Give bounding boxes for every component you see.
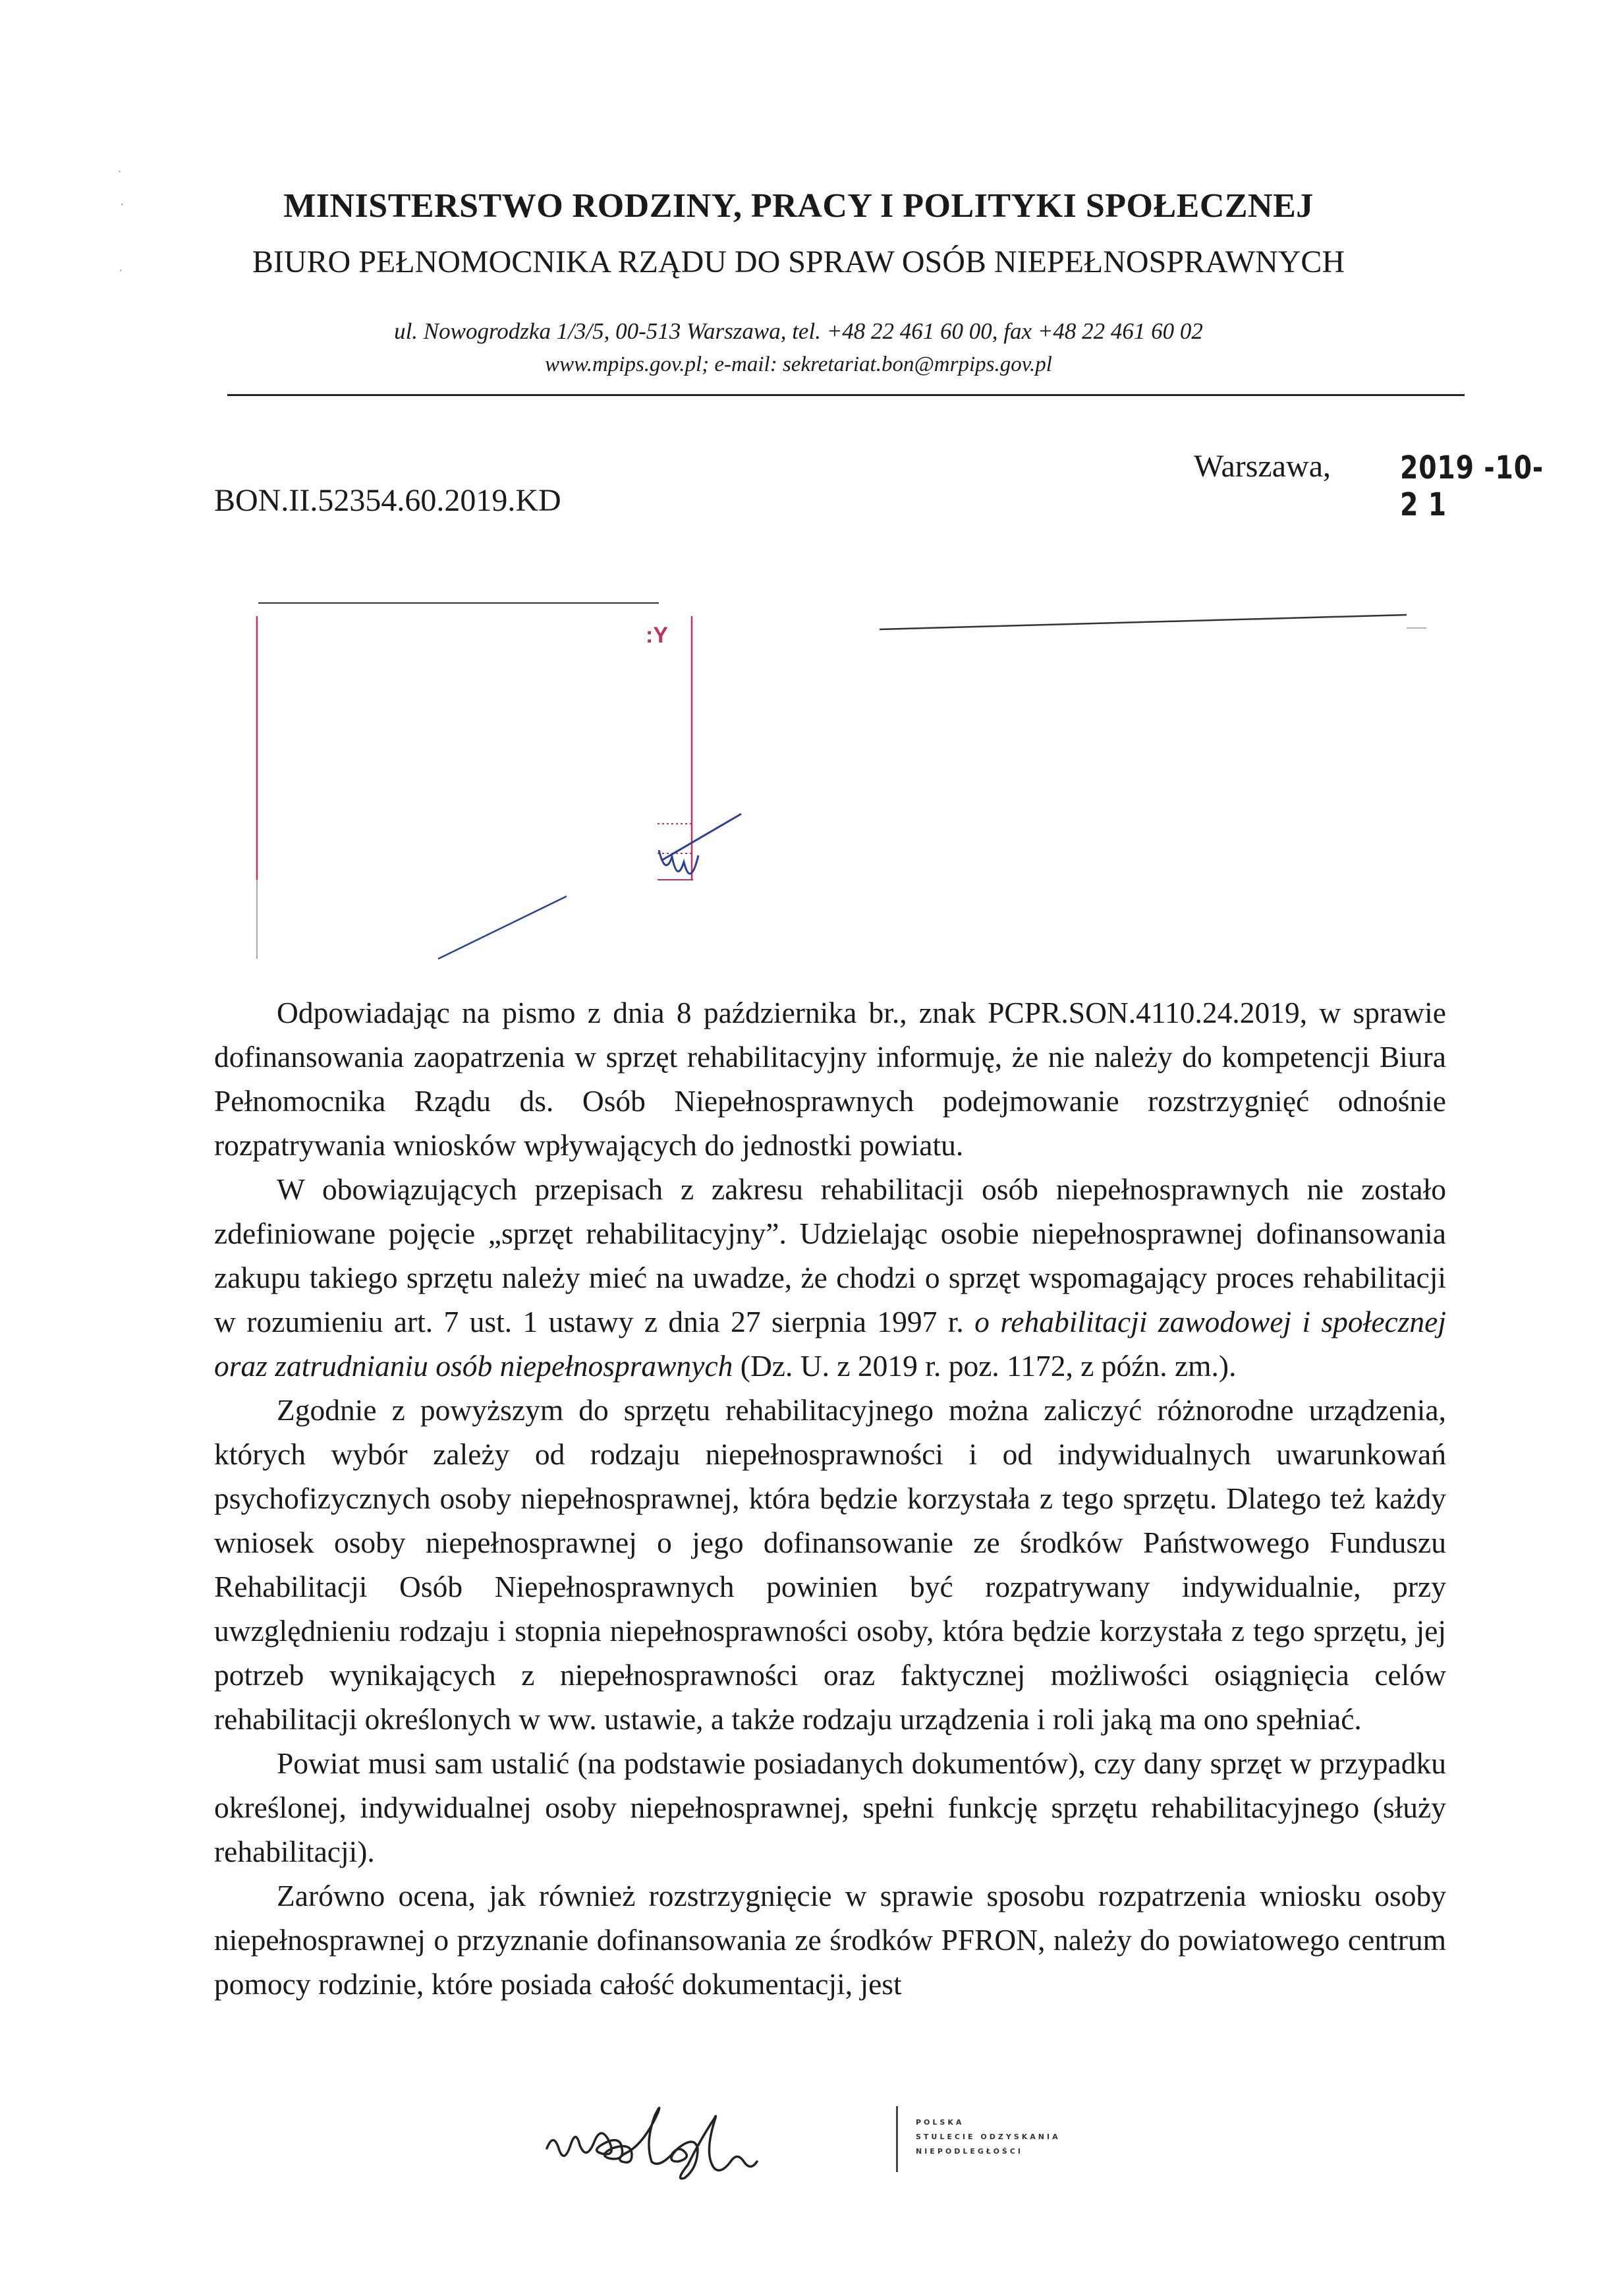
place-of-issue: Warszawa, (1194, 449, 1331, 484)
stamp-fragment-text: :Y (646, 623, 668, 648)
handwritten-initials (659, 814, 741, 874)
paragraph-2 (214, 1167, 1446, 1388)
paragraph-1: Odpowiadając na pismo z dnia 8 października br., znak PCPR.SON.4110.24.2019, w sprawie dofinansowania zaopatrzenia w sprzęt rehabilitacyjny informuję, że nie należy do kompetencji Biura Pełnomocnika Rządu ds. Osób Niepełnosprawnych podejmowanie rozstrzygnięć odnośnie rozpatrywania wniosków wpływających do jednostki powiatu. (214, 996, 1446, 1162)
office-web-email: www.mpips.gov.pl; e-mail: sekretariat.bon@mrpips.gov.pl (545, 353, 1052, 376)
scan-edge-mark: · (119, 264, 123, 278)
handwritten-stroke (438, 896, 567, 959)
letter-body (214, 990, 1446, 2006)
paragraph-3: Zgodnie z powyższym do sprzętu rehabilitacyjnego można zaliczyć różnorodne urządzenia, których wybór zależy od rodzaju niepełnosprawności i od indywidualnych uwarunkowań psychofizycznych osoby niepełnosprawnej, która będzie korzystała z tego sprzętu. Dlatego też każdy wniosek osoby niepełnosprawnej o jego dofinansowanie ze środków Państwowego Funduszu Rehabilitacji Osób Niepełnosprawnych powinien być rozpatrywany indywidualnie, przy uwzględnieniu rodzaju i stopnia niepełnosprawności osoby, która będzie korzystała z tego sprzętu, jej potrzeb wynikających z niepełnosprawności oraz faktycznej możliwości osiągnięcia celów rehabilitacji określonych w ww. ustawie, a także rodzaju urządzenia i roli jaką ma ono spełniać. (214, 1393, 1446, 1736)
office-address: ul. Nowogrodzka 1/3/5, 00-513 Warszawa, tel. +48 22 461 60 00, fax +48 22 461 60 02 (394, 318, 1203, 344)
logo-separator (896, 2106, 898, 2172)
logo-line-2: STULECIE ODZYSKANIA (916, 2133, 1061, 2141)
paragraph-4: Powiat musi sam ustalić (na podstawie posiadanych dokumentów), czy dany sprzęt w przypadku określonej, indywidualnej osoby niepełnosprawnej, spełni funkcję sprzętu rehabilitacyjnego (służy rehabilitacji). (214, 1746, 1446, 1868)
scan-edge-mark: · (120, 198, 125, 212)
niepodlegla-logo (534, 2096, 889, 2181)
paragraph-2-text-a: W obowiązujących przepisach z zakresu rehabilitacji osób niepełnosprawnych nie zostało zdefiniowane pojęcie „sprzęt rehabilitacyjny”. Udzielając osobie niepełnosprawnej dofinansowania zakupu takiego sprzętu należy mieć na uwadze, że chodzi o sprzęt wspomagający proces rehabilitacji w rozumieniu art. 7 ust. 1 ustawy z dnia 27 sierpnia 1997 r. (214, 1172, 1446, 1338)
ministry-title: MINISTERSTWO RODZINY, PRACY I POLITYKI SPOŁECZNEJ (283, 187, 1314, 225)
paragraph-5: Zarówno ocena, jak również rozstrzygnięcie w sprawie sposobu rozpatrzenia wniosku osoby niepełnosprawnej o przyznanie dofinansowania ze środków PFRON, należy do powiatowego centrum pomocy rodzinie, które posiada całość dokumentacji, jest (214, 1879, 1446, 2001)
paragraph-2-text-b: (Dz. U. z 2019 r. poz. 1172, z późn. zm.). (733, 1349, 1237, 1383)
address-underline (880, 615, 1407, 629)
scan-edge-mark: · (117, 165, 122, 179)
address-line-area (870, 603, 1436, 636)
date-stamp: 2019 -10- 2 1 (1400, 449, 1544, 523)
office-subtitle: BIURO PEŁNOMOCNIKA RZĄDU DO SPRAW OSÓB NIEPEŁNOSPRAWNYCH (252, 244, 1345, 279)
header-rule (227, 394, 1465, 396)
reference-number: BON.II.52354.60.2019.KD (214, 483, 561, 518)
recipient-redaction-area (250, 590, 751, 972)
logo-line-3: NIEPODLEGŁOŚCI (916, 2147, 1024, 2156)
logo-script (547, 2108, 757, 2179)
logo-line-1: POLSKA (916, 2118, 965, 2127)
act-title: o rehabilitacji zawodowej i społecznej oraz zatrudnianiu osób niepełnosprawnych (214, 1305, 1446, 1383)
